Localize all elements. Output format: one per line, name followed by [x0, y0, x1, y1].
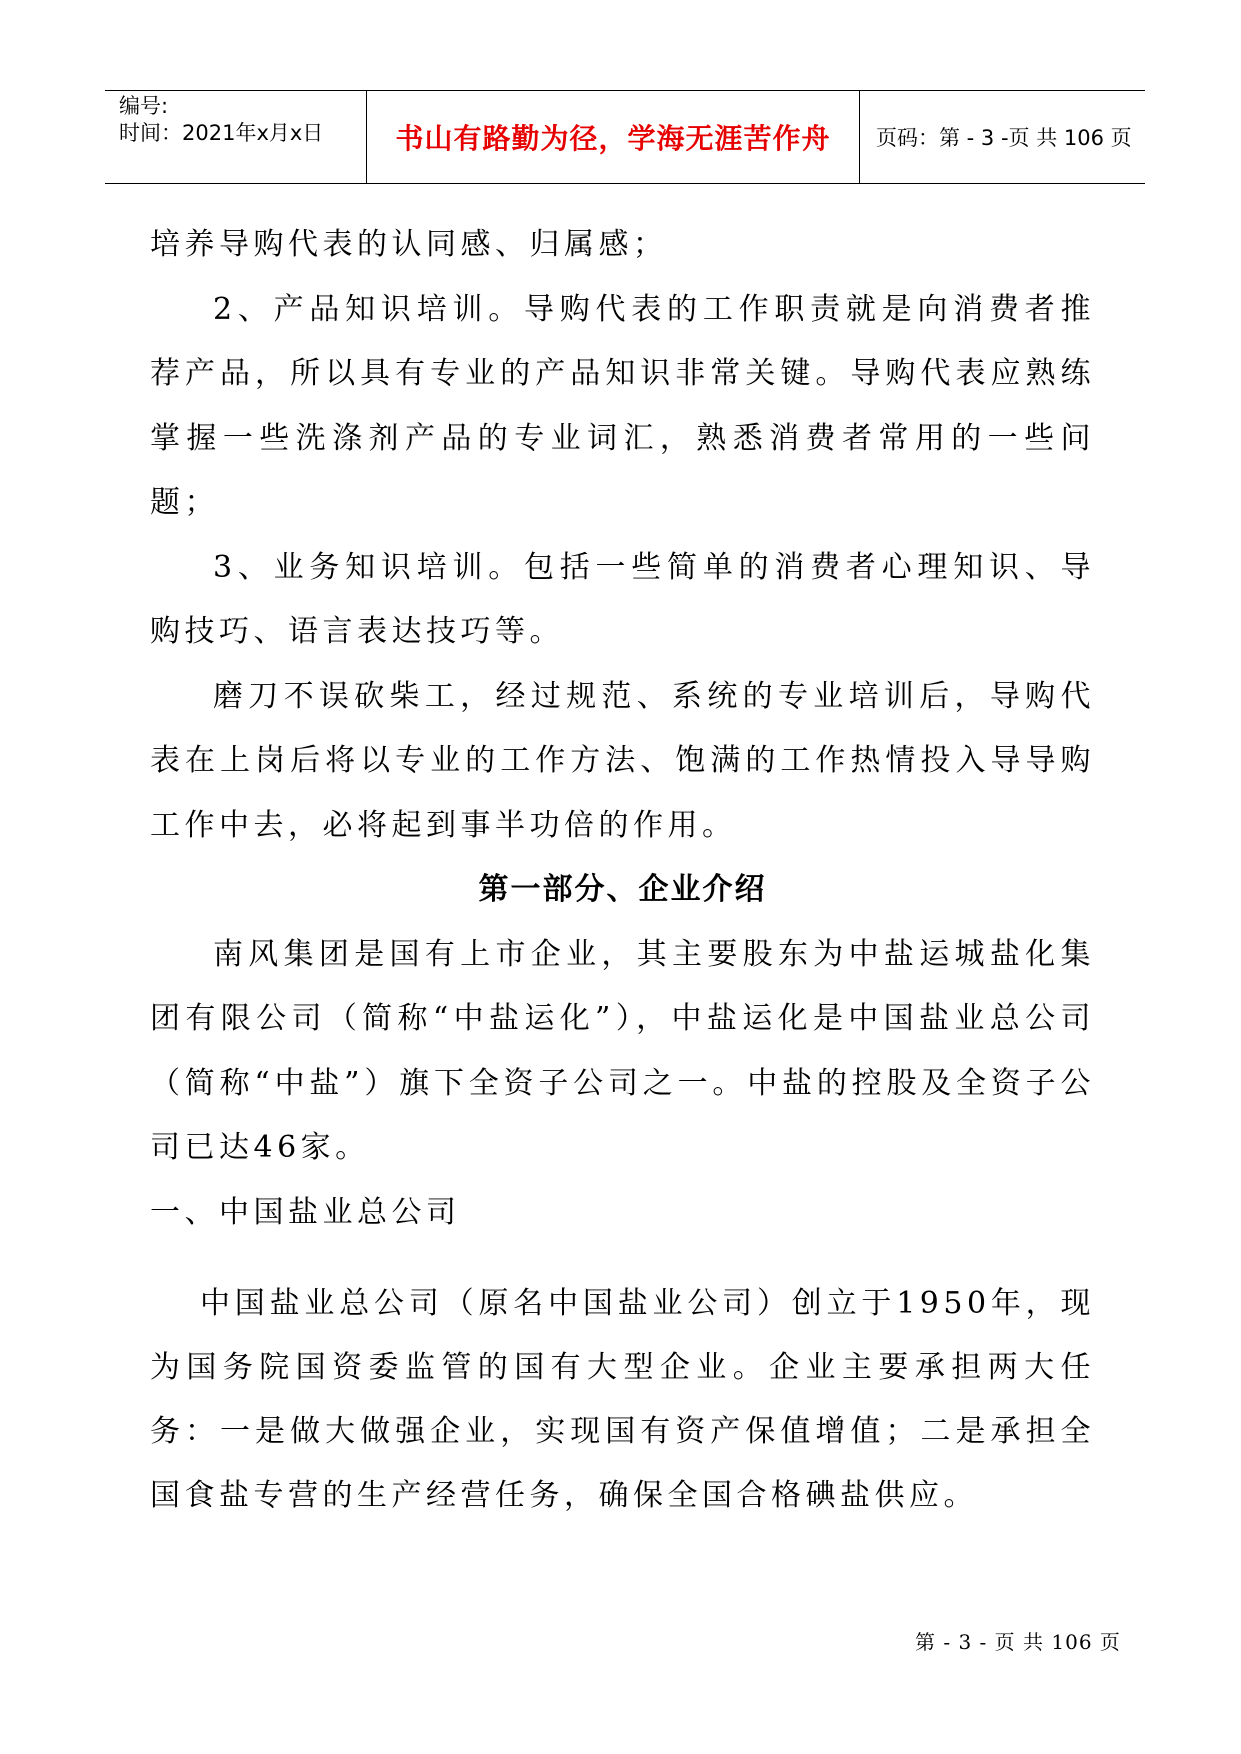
paragraph: 磨刀不误砍柴工，经过规范、系统的专业培训后，导购代表在上岗后将以专业的工作方法、饱满的工作热情投入导导购工作中去，必将起到事半功倍的作用。 [150, 678, 1095, 843]
header-meta-cell [105, 91, 367, 183]
header-page-code: 页码：第 - 3 -页 共 106 页 [876, 126, 1132, 150]
paragraph: 2、产品知识培训。导购代表的工作职责就是向消费者推荐产品，所以具有专业的产品知识非常关键。导购代表应熟练掌握一些洗涤剂产品的专业词汇，熟悉消费者常用的一些问题； [150, 291, 1095, 520]
document-code-label: 编号: [119, 94, 169, 118]
paragraph: 培养导购代表的认同感、归属感； [150, 227, 668, 262]
paragraph: 中国盐业总公司（原名中国盐业公司）创立于1950年，现为国务院国资委监管的国有大型企业。企业主要承担两大任务：一是做大做强企业，实现国有资产保值增值；二是承担全国食盐专营的生产经营任务，确保全国合格碘盐供应。 [150, 1286, 1095, 1513]
header-motto: 书山有路勤为径，学海无涯苦作舟 [367, 91, 860, 183]
spacer [150, 1245, 1095, 1272]
document-date: 时间：2021年x月x日 [119, 121, 324, 145]
subheading: 一、中国盐业总公司 [150, 1194, 461, 1230]
paragraph: 3、业务知识培训。包括一些简单的消费者心理知识、导购技巧、语言表达技巧等。 [150, 549, 1095, 649]
document-body [150, 213, 1095, 1528]
page-footer: 第 - 3 - 页 共 106 页 [915, 1630, 1121, 1654]
paragraph: 南风集团是国有上市企业，其主要股东为中盐运城盐化集团有限公司（简称“中盐运化”），中盐运化是中国盐业总公司（简称“中盐”）旗下全资子公司之一。中盐的控股及全资子公司已达46家。 [150, 936, 1095, 1165]
section-title: 第一部分、企业介绍 [478, 872, 767, 907]
document-header [105, 90, 1145, 184]
